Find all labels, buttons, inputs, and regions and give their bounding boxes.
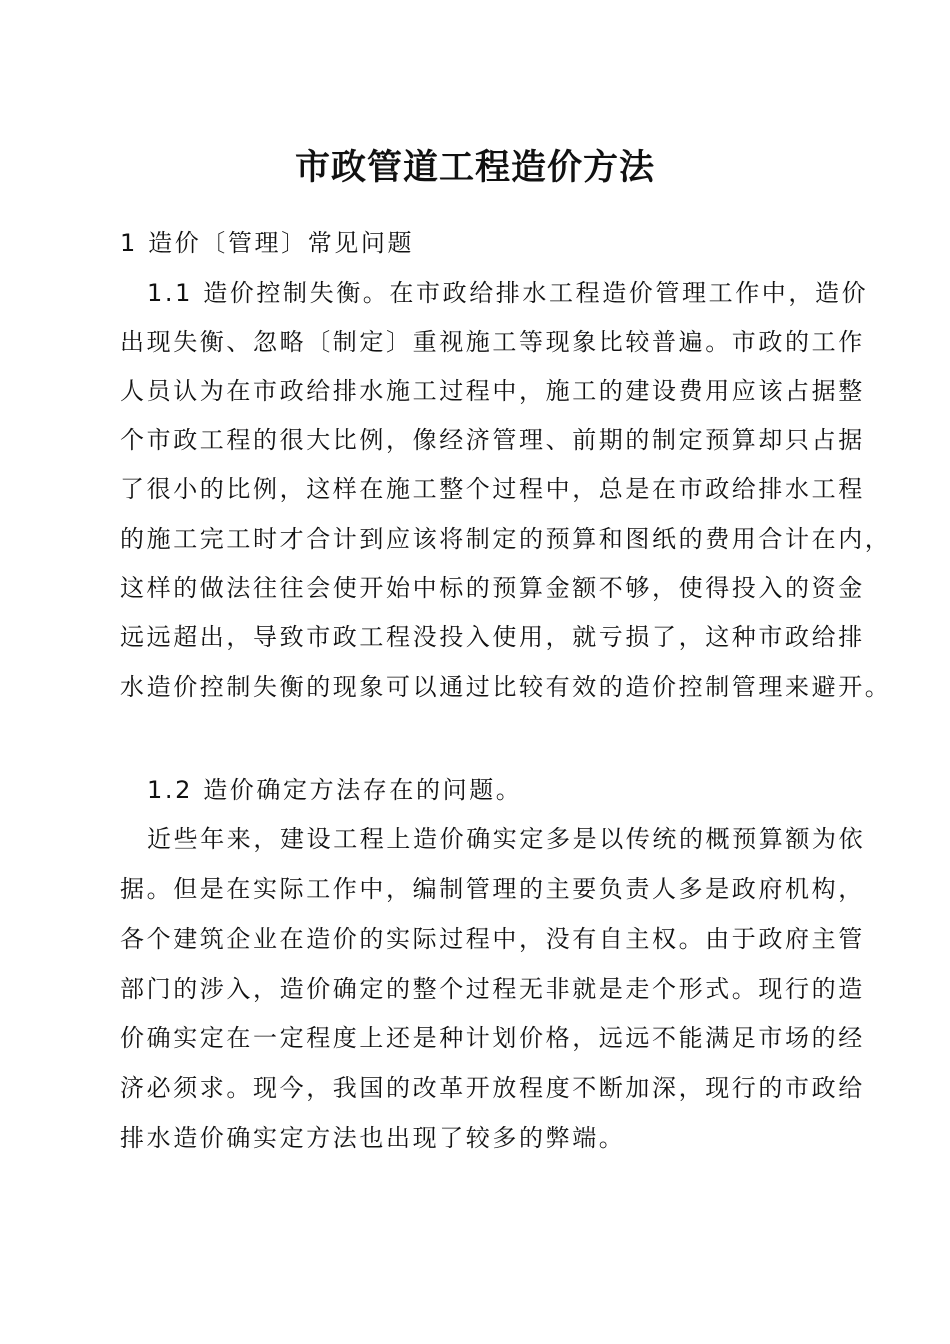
paragraph-line: 这样的做法往往会使开始中标的预算金额不够，使得投入的资金 xyxy=(120,574,865,602)
paragraph-line: 近些年来，建设工程上造价确实定多是以传统的概预算额为依 xyxy=(147,825,866,853)
paragraph-line: 人员认为在市政给排水施工过程中，施工的建设费用应该占据整 xyxy=(120,377,865,405)
paragraph-line: 济必须求。现今，我国的改革开放程度不断加深，现行的市政给 xyxy=(120,1074,865,1102)
paragraph-line: 各个建筑企业在造价的实际过程中，没有自主权。由于政府主管 xyxy=(120,925,865,953)
paragraph-line: 的施工完工时才合计到应该将制定的预算和图纸的费用合计在内， xyxy=(120,525,892,553)
paragraph-line: 部门的涉入，造价确定的整个过程无非就是走个形式。现行的造 xyxy=(120,975,865,1003)
paragraph-line: 价确实定在一定程度上还是种计划价格，远远不能满足市场的经 xyxy=(120,1024,865,1052)
subsection-heading: 1.2 造价确定方法存在的问题。 xyxy=(147,776,523,804)
paragraph-line: 个市政工程的很大比例，像经济管理、前期的制定预算却只占据 xyxy=(120,426,865,454)
section-heading: 1 造价〔管理〕常见问题 xyxy=(120,229,415,257)
paragraph-line: 排水造价确实定方法也出现了较多的弊端。 xyxy=(120,1124,626,1152)
paragraph-line: 了很小的比例，这样在施工整个过程中，总是在市政给排水工程 xyxy=(120,475,865,503)
paragraph-line: 水造价控制失衡的现象可以通过比较有效的造价控制管理来避开。 xyxy=(120,673,892,701)
paragraph-line: 远远超出，导致市政工程没投入使用，就亏损了，这种市政给排 xyxy=(120,623,865,651)
paragraph-line: 出现失衡、忽略〔制定〕重视施工等现象比较普遍。市政的工作 xyxy=(120,328,865,356)
paragraph-line: 据。但是在实际工作中，编制管理的主要负责人多是政府机构， xyxy=(120,875,865,903)
paragraph-line: 1.1 造价控制失衡。在市政给排水工程造价管理工作中，造价 xyxy=(147,279,869,307)
document-title: 市政管道工程造价方法 xyxy=(294,147,655,188)
